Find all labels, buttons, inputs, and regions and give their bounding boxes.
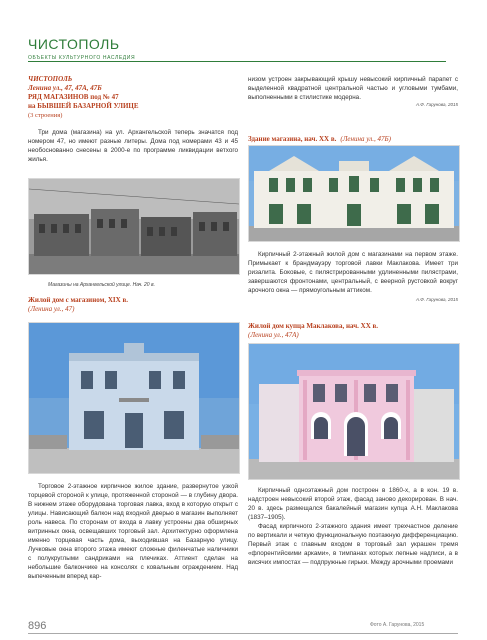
subentry-3-description-1: Кирпичный одноэтажный дом построен в 1860-х, а в кон. 19 в. надстроен невысокий второй этаж, фасад заново декорирован. В нач. 20 в. здесь размещался бакалейный магазин купца А.Н. Маклакова (1837–1905). <box>248 487 458 521</box>
footer-photo-credit: Фото А. Гарунова, 2015 <box>370 622 425 628</box>
entry-building-count: (3 строения) <box>28 112 63 119</box>
subentry-1-description: Торговое 2-этажное кирпичное жилое здание, развернутое узкой торцевой стороной к улице, протяженной стороной — в глубину двора. В нижнем этаже оборудована торговая лавка, вход в которую открыт с улицы. Нависающий балкон над входной дверью в магазин выполняет роль навеса. По сторонам от входа в лавку устроены два обширных витринных окна, освещавших торговый зал. Архитектурно оформлена именно торцевая часть дома, выходившая на Базарную улицу. Лучковые окна второго этажа имеют сложные филенчатые наличники с полукруглыми сандриками на плечиках. Аттиент сделан на небольшие балкончике на консолях с ковальным ограждением. Над выпеченным вперед кар- <box>28 483 238 580</box>
historic-street-photo <box>28 178 240 275</box>
pink-building-photo <box>248 343 460 480</box>
subentry-1-address: (Ленина ул., 47) <box>28 305 75 313</box>
subentry-2-title: Здание магазина, нач. XX в. <box>248 135 337 143</box>
photo-credit-2: А.Ф. Гарунова, 2015 <box>416 297 458 302</box>
entry-city: ЧИСТОПОЛЬ <box>28 75 73 83</box>
header-rule <box>28 61 446 62</box>
running-header-subtitle: ОБЪЕКТЫ КУЛЬТУРНОГО НАСЛЕДИЯ <box>28 55 136 61</box>
blue-building-photo <box>28 322 240 474</box>
entry-title-line2: на БЫВШЕЙ БАЗАРНОЙ УЛИЦЕ <box>28 102 139 110</box>
subentry-1-title: Жилой дом с магазином, XIX в. <box>28 296 128 304</box>
subentry-3-description-2: Фасад кирпичного 2-этажного здания имеет трехчастное деление по вертикали и четкую функциональную поэтажную дифференциацию. Первый этаж с главным входом в торговый зал украшен тремя «флорентийскими арками», в тимпанах которых лепные надписи, а в висячих импостах — подпружные гирьки. Между арочными проемами <box>248 523 458 566</box>
subentry-2-address: (Ленина ул., 47Б) <box>340 135 391 143</box>
historic-photo-caption: Магазины на Архангельской улице. Нач. 20 в. <box>48 282 155 288</box>
subentry-3-address: (Ленина ул., 47А) <box>248 331 299 339</box>
page-number: 896 <box>28 620 47 632</box>
entry-title-line1: РЯД МАГАЗИНОВ под № 47 <box>28 93 119 101</box>
subentry-3-title: Жилой дом купца Маклакова, нач. XX в. <box>248 322 379 330</box>
subentry-2-description: Кирпичный 2-этажный жилой дом с магазинами на первом этаже. Примыкает к брандмауэру торговой лавки Маклакова. Имеет три ризалита. Боковые, с пилястрированными удлиненными пилястрами, завершаются фронтонами, центральный, с веерной рустовкой вокруг арочного окна — прямоугольным аттиком. <box>248 251 458 294</box>
footer-rule <box>28 633 458 634</box>
intro-paragraph: Три дома (магазина) на ул. Архангельской теперь значатся под номером 47, но имеют разные литеры. Дома под номерами 43 и 45 необоснованно снесены в 2000-е по программе ликвидации ветхого жилья. <box>28 129 238 163</box>
continued-paragraph: низом устроен закрывающий крышу невысокий кирпичный парапет с выделенной квадратной центральной частью и угловыми тумбами, выполненными в стилистике модерна. <box>248 76 458 101</box>
photo-credit-1: А.Ф. Гарунова, 2015 <box>416 102 458 107</box>
shop-building-photo <box>248 145 460 242</box>
entry-address: Ленина ул., 47, 47А, 47Б <box>28 84 102 92</box>
entry-heading <box>28 75 238 120</box>
running-header-title: ЧИСТОПОЛЬ <box>28 36 120 52</box>
